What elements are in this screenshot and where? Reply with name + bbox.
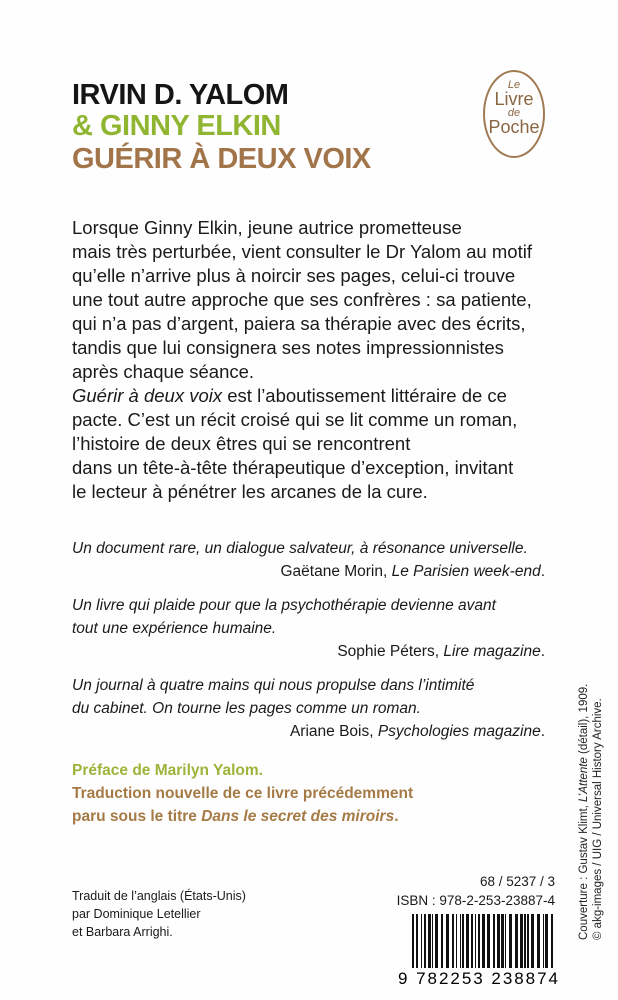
barcode-bar xyxy=(531,914,534,970)
quote-attribution xyxy=(280,562,545,582)
blurb-line xyxy=(72,313,526,335)
text: Gaëtane Morin, xyxy=(280,563,392,580)
translators-line: Traduit de l’anglais (États-Unis) xyxy=(72,889,246,903)
text: le lecteur à pénétrer les arcanes de la cure. xyxy=(72,481,428,502)
barcode-bar xyxy=(428,914,431,970)
barcode-bar xyxy=(487,914,490,970)
translation-note-line xyxy=(72,807,399,827)
text: après chaque séance. xyxy=(72,361,255,382)
previous-title: Dans le secret des miroirs xyxy=(201,808,395,825)
barcode-bar xyxy=(524,914,526,970)
preface-note: Préface de Marilyn Yalom. xyxy=(72,762,263,779)
barcode-bar xyxy=(515,914,518,970)
barcode xyxy=(398,914,558,986)
translation-note-line: Traduction nouvelle de ce livre précédemment xyxy=(72,785,414,802)
translators-line: et Barbara Arrighi. xyxy=(72,925,173,939)
barcode-bar xyxy=(441,914,443,970)
text: une tout autre approche que ses confrères : sa patiente, xyxy=(72,289,532,310)
book-title-ref: Guérir à deux voix xyxy=(72,385,223,406)
text: paru sous le titre xyxy=(72,808,202,825)
barcode-bar xyxy=(497,914,500,970)
text: qu’elle n’arrive plus à noircir ses pages, celui-ci trouve xyxy=(72,265,516,286)
credit-line: © akg-images / UIG / Universal History Archive. xyxy=(592,698,604,940)
barcode-bar xyxy=(416,914,418,970)
barcode-bar xyxy=(537,914,540,970)
logo-text: Le xyxy=(507,79,521,91)
reference-code: 68 / 5237 / 3 xyxy=(479,874,555,889)
quote-text: du cabinet. On tourne les pages comme un roman. xyxy=(72,700,421,717)
quote-attribution xyxy=(290,722,545,742)
text: tandis que lui consignera ses notes impressionnistes xyxy=(72,337,504,358)
barcode-bar xyxy=(421,914,422,970)
text: est l’aboutissement littéraire de ce xyxy=(222,385,507,406)
barcode-bar xyxy=(527,914,529,970)
text: qui n’a pas d’argent, paiera sa thérapie avec des écrits, xyxy=(72,313,526,334)
text: pacte. C’est un récit croisé qui se lit comme un roman, xyxy=(72,409,518,430)
credit-line xyxy=(577,684,591,940)
text: (détail), 1909. xyxy=(578,683,590,758)
barcode-digits: 9 782253 238874 xyxy=(398,969,558,986)
barcode-bar xyxy=(475,914,476,970)
barcode-bar xyxy=(435,914,438,970)
blurb-line xyxy=(72,337,504,359)
publication-name: Le Parisien week-end xyxy=(391,563,541,580)
barcode-bar xyxy=(505,914,506,970)
codes xyxy=(397,872,555,910)
text: . xyxy=(540,643,545,660)
text: dans un tête-à-tête thérapeutique d’exception, invitant xyxy=(72,457,514,478)
text: l’histoire de deux êtres qui se rencontrent xyxy=(72,433,411,454)
barcode-bar xyxy=(456,914,457,970)
barcode-bar xyxy=(501,914,504,970)
publication-name: Psychologies magazine xyxy=(377,723,541,740)
quote-text: tout une expérience humaine. xyxy=(72,620,277,637)
blurb-line xyxy=(72,265,515,287)
text: . xyxy=(540,723,545,740)
barcode-bar xyxy=(478,914,480,970)
blurb-line xyxy=(72,409,517,431)
publication-name: Lire magazine xyxy=(443,643,541,660)
artwork-title: L’Attente xyxy=(578,757,590,802)
logo-text: Livre xyxy=(494,89,534,109)
barcode-bar xyxy=(424,914,426,970)
text: Ariane Bois, xyxy=(289,723,378,740)
text: . xyxy=(540,563,545,580)
barcode-bar xyxy=(471,914,473,970)
translators-line: par Dominique Letellier xyxy=(72,907,201,921)
text: Lorsque Ginny Elkin, jeune autrice prometteuse xyxy=(72,217,462,238)
text: Sophie Péters, xyxy=(337,643,444,660)
coauthor-name: & GINNY ELKIN xyxy=(72,110,281,142)
author-name: IRVIN D. YALOM xyxy=(72,79,289,111)
quote-text: Un document rare, un dialogue salvateur, à résonance universelle. xyxy=(72,540,528,557)
logo-text: Poche xyxy=(488,117,540,137)
blurb-line xyxy=(72,289,532,311)
blurb-line xyxy=(72,217,462,239)
blurb-line xyxy=(72,385,507,407)
barcode-bar xyxy=(460,914,461,970)
blurb-line xyxy=(72,433,410,455)
barcode-bar xyxy=(543,914,544,970)
barcode-bar xyxy=(432,914,433,970)
barcode-bar xyxy=(545,914,548,970)
text: mais très perturbée, vient consulter le Dr Yalom au motif xyxy=(72,241,532,262)
barcode-bar xyxy=(493,914,495,970)
quote-text: Un journal à quatre mains qui nous propulse dans l’intimité xyxy=(72,677,475,694)
quote-attribution xyxy=(337,642,545,662)
barcode-bar xyxy=(466,914,469,970)
publisher-logo xyxy=(483,70,545,158)
isbn: ISBN : 978-2-253-23887-4 xyxy=(396,893,555,908)
blurb-line xyxy=(72,481,428,503)
barcode-bar xyxy=(452,914,454,970)
text: Couverture : Gustav Klimt, xyxy=(578,801,590,940)
logo-text: de xyxy=(507,107,521,119)
blurb-line xyxy=(72,241,532,263)
cover-credit xyxy=(577,684,605,940)
barcode-bar xyxy=(462,914,464,970)
text: . xyxy=(394,808,399,825)
blurb-line xyxy=(72,361,254,383)
barcode-bar xyxy=(446,914,449,970)
barcode-bar xyxy=(520,914,523,970)
blurb-line xyxy=(72,457,513,479)
barcode-bar xyxy=(551,914,553,970)
barcode-bar xyxy=(509,914,512,970)
book-title: GUÉRIR À DEUX VOIX xyxy=(72,143,371,175)
quote-text: Un livre qui plaide pour que la psychothérapie devienne avant xyxy=(72,597,496,614)
